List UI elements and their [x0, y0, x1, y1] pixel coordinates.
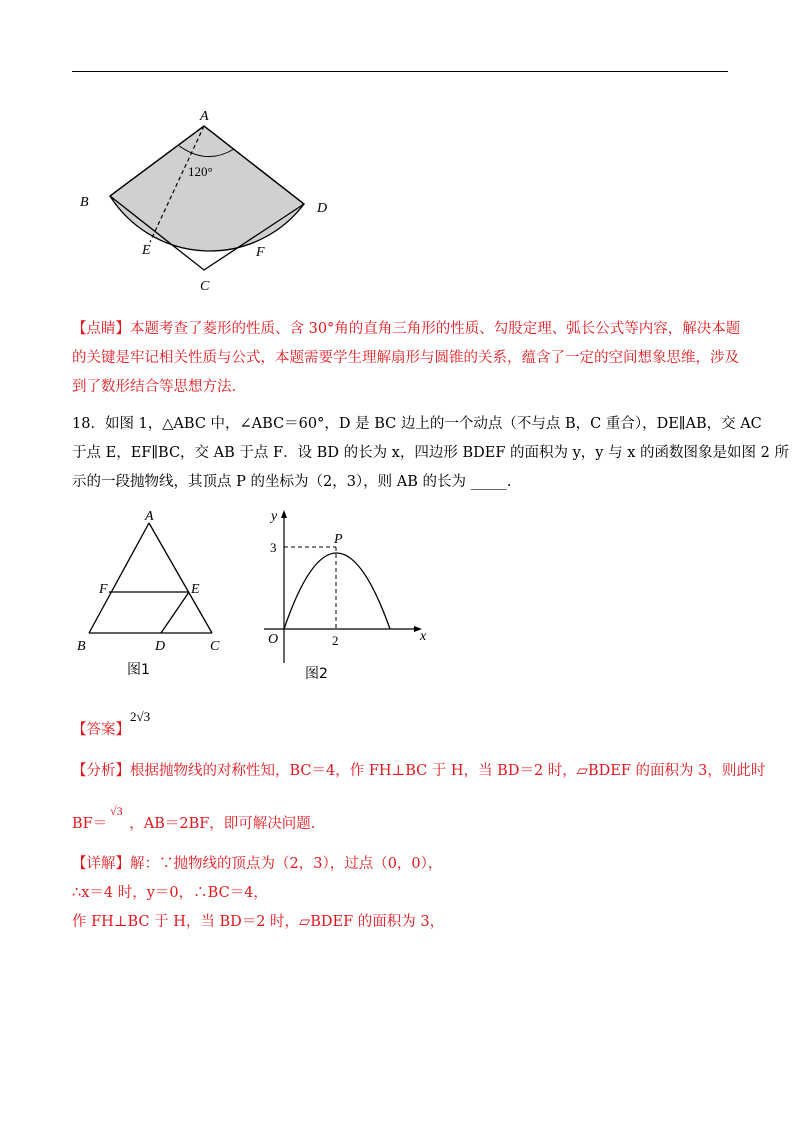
side-AC: [149, 523, 212, 633]
graph-label-2: 2: [332, 633, 339, 648]
sector-shading: [110, 126, 304, 251]
detail-line-3: 作 FH⊥BC 于 H，当 BD＝2 时，▱BDEF 的面积为 3，: [72, 914, 445, 930]
tri-label-B: B: [77, 639, 86, 654]
graph-label-P: P: [334, 532, 343, 547]
rhombus-sector-figure: [72, 100, 342, 300]
label-E: E: [142, 243, 151, 258]
label-F: F: [256, 245, 265, 260]
label-D: D: [317, 201, 328, 216]
graph-label-3: 3: [270, 540, 277, 555]
detail-line-1: 【详解】解：∵抛物线的顶点为（2，3），过点（0，0），: [72, 856, 443, 872]
side-AB: [89, 523, 149, 633]
detail-paragraph: [72, 850, 732, 937]
parabola-curve: [284, 553, 390, 629]
graph-label-y: y: [271, 509, 278, 524]
dianjing-line-1: 【点睛】本题考查了菱形的性质、含 30°角的直角三角形的性质、勾股定理、弧长公式等内容，解决本题: [72, 321, 741, 337]
answer-tag: 【答案】: [72, 722, 130, 738]
problem-line-3: 示的一段抛物线，其顶点 P 的坐标为（2，3），则 AB 的长为 _____.: [72, 474, 512, 490]
dianjing-line-2: 的关键是牢记相关性质与公式，本题需要学生理解扇形与圆锥的关系，蕴含了一定的空间想象思维，涉及: [72, 350, 739, 366]
analysis-sqrt3: √3: [110, 804, 123, 818]
tri-caption: 图1: [127, 662, 150, 678]
tri-label-C: C: [210, 639, 220, 654]
tri-label-F: F: [99, 582, 108, 597]
angle-label: 120°: [188, 164, 213, 179]
problem-line-2: 于点 E，EF∥BC，交 AB 于点 F．设 BD 的长为 x，四边形 BDEF 的面积为 y，y 与 x 的函数图象是如图 2 所: [72, 445, 789, 461]
tri-label-A: A: [145, 509, 154, 524]
analysis-line-1: 【分析】根据抛物线的对称性知，BC＝4，作 FH⊥BC 于 H，当 BD＝2 时，▱BDEF 的面积为 3，则此时: [72, 763, 766, 779]
graph-caption: 图2: [305, 666, 328, 682]
tri-label-D: D: [155, 639, 166, 654]
detail-line-2: ∴x＝4 时，y＝0，∴BC＝4，: [72, 885, 268, 901]
analysis-line-2-wrap: [72, 810, 732, 839]
dianjing-line-3: 到了数形结合等思想方法.: [72, 379, 237, 395]
parabola-graph-figure: [250, 508, 430, 688]
tri-label-E: E: [191, 582, 200, 597]
y-axis-arrow: [281, 510, 287, 518]
label-C: C: [200, 279, 210, 294]
problem-line-1: 18．如图 1，△ABC 中，∠ABC＝60°，D 是 BC 边上的一个动点（不与点 B，C 重合），DE∥AB，交 AC: [72, 416, 762, 432]
graph-label-x: x: [420, 629, 427, 644]
answer-paragraph: [72, 716, 732, 745]
segment-ED: [161, 592, 189, 633]
header-rule: [72, 71, 728, 72]
answer-value: 2√3: [130, 709, 151, 724]
dianjing-paragraph: [72, 315, 741, 402]
label-B: B: [80, 195, 89, 210]
problem-18: [72, 410, 789, 497]
graph-label-O: O: [268, 632, 279, 647]
analysis-paragraph: [72, 757, 766, 786]
answer-line: [72, 716, 732, 745]
analysis-line-2: BF＝ ，AB＝2BF，即可解决问题.: [72, 816, 316, 832]
label-A: A: [200, 109, 209, 124]
triangle-figure: [72, 508, 242, 683]
